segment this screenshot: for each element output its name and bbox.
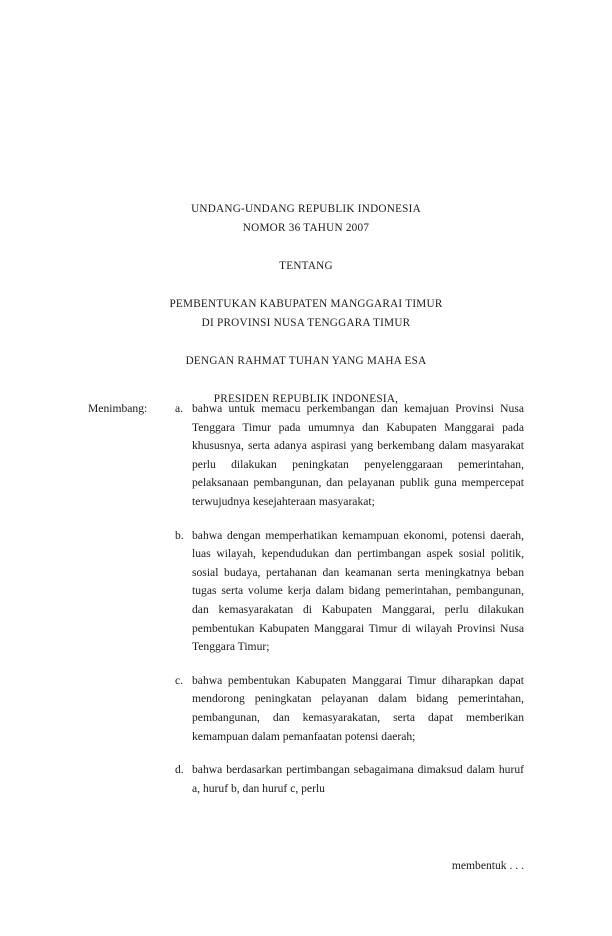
considering-label: Menimbang: [88, 402, 148, 415]
heading-spacer-4 [88, 371, 524, 390]
blessing-line: DENGAN RAHMAT TUHAN YANG MAHA ESA [185, 355, 427, 367]
law-subject-line-1: PEMBENTUKAN KABUPATEN MANGGARAI TIMUR [169, 298, 443, 310]
considering-section [88, 400, 524, 798]
considering-row [88, 400, 524, 798]
list-item-marker: a. [175, 402, 184, 415]
law-subject-line-2: DI PROVINSI NUSA TENGGARA TIMUR [201, 317, 411, 329]
considering-items [175, 400, 524, 798]
law-number-line: NOMOR 36 TAHUN 2007 [242, 222, 370, 234]
about-keyword-line: TENTANG [279, 260, 333, 272]
list-item-text: bahwa untuk memacu perkembangan dan kemajuan Provinsi Nusa Tenggara Timur pada umumnya dan Kabupaten Manggarai pada khususnya, serta adanya aspirasi yang berkembang dalam masyarakat perlu dilakukan peningkatan penyelenggaraan pemerintahan, pelaksanaan pembangunan, dan pelayanan publik guna mempercepat terwujudnya kesejahteraan masyarakat; [192, 402, 524, 508]
list-item-text: bahwa pembentukan Kabupaten Manggarai Timur diharapkan dapat mendorong peningkatan pelayanan dalam bidang pemerintahan, pembangunan, dan kemasyarakatan, serta dapat memberikan kemampuan dalam pemanfaatan potensi daerah; [192, 673, 524, 743]
list-item [175, 527, 524, 657]
list-item [175, 672, 524, 746]
heading-spacer-1 [88, 238, 524, 257]
page-catchword: membentuk . . . [451, 859, 524, 872]
list-item [175, 400, 524, 512]
list-item [175, 761, 524, 798]
list-item-marker: d. [175, 763, 184, 777]
issuer-line: PRESIDEN REPUBLIK INDONESIA, [213, 393, 399, 405]
heading-spacer-3 [88, 333, 524, 352]
law-type-line: UNDANG-UNDANG REPUBLIK INDONESIA [191, 203, 421, 215]
list-item-marker: b. [175, 528, 184, 542]
document-heading [88, 200, 524, 409]
list-item-marker: c. [175, 673, 184, 687]
list-item-text: bahwa berdasarkan pertimbangan sebagaimana dimaksud dalam huruf a, huruf b, dan huruf c, perlu [192, 763, 524, 795]
heading-spacer-2 [88, 276, 524, 295]
list-item-text: bahwa dengan memperhatikan kemampuan ekonomi, potensi daerah, luas wilayah, kependudukan dan pertimbangan aspek sosial politik, sosial budaya, pertahanan dan keamanan serta meningkatnya beban tugas serta volume kerja dalam bidang pemerintahan, pembangunan, dan kemasyarakatan di Kabupaten Manggarai, perlu dilakukan pembentukan Kabupaten Manggarai Timur di wilayah Provinsi Nusa Tenggara Timur; [192, 528, 524, 654]
